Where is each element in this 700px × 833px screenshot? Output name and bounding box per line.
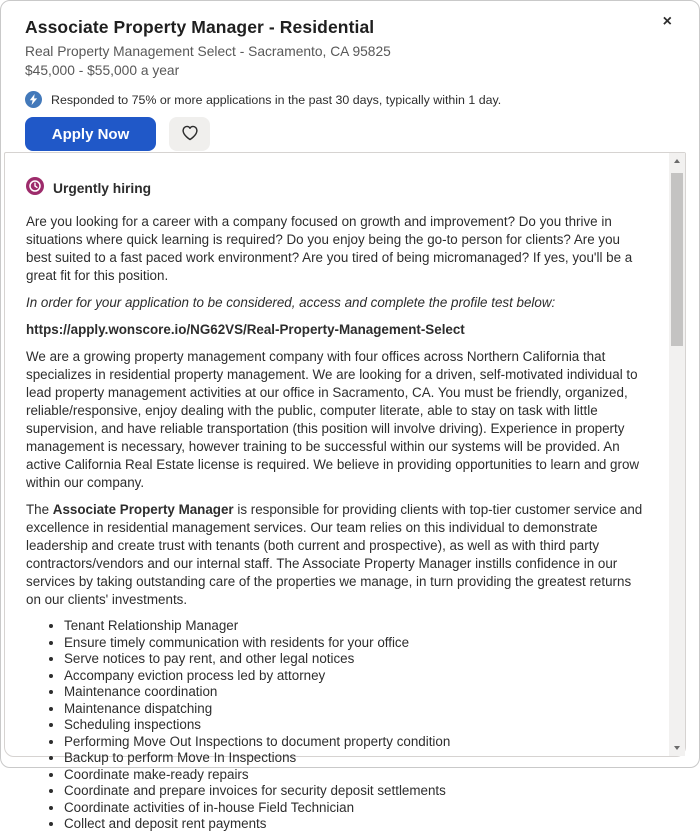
list-item: • Tenant Relationship Manager — [64, 618, 645, 635]
save-job-button[interactable] — [169, 117, 210, 151]
scrollbar-thumb[interactable] — [671, 173, 683, 346]
scroll-down-button[interactable] — [669, 740, 685, 756]
about-company-paragraph: We are a growing property management company with four offices across Northern California that specializes in residential property management. We are looking for a driven, self-motivated individual to lead property management activities at our office in Sacramento, CA. You must be friendly, organized, reliable/responsive, enjoy dealing with the public, computer literate, able to stay on task with little supervision, and have reliable transportation (this position will involve driving). Experience in property management is necessary, however training to be successful within our systems will be provided. An active California Real Estate license is required. We believe in providing opportunities to learn and grow within our company. — [26, 349, 640, 490]
job-header — [1, 1, 699, 151]
urgently-hiring-badge — [26, 177, 645, 200]
apply-now-button[interactable]: Apply Now — [25, 117, 156, 151]
lightning-icon — [25, 91, 42, 108]
responsibilities-list — [26, 618, 645, 833]
urgent-clock-icon — [26, 177, 44, 200]
job-description-content — [5, 153, 669, 831]
responsiveness-badge — [25, 91, 675, 108]
list-item: • Coordinate make-ready repairs — [64, 767, 645, 784]
list-item: • Coordinate and prepare invoices for security deposit settlements — [64, 783, 645, 800]
role-paragraph: The Associate Property Manager is responsible for providing clients with top-tier customer service and excellence in residential management services. Our team relies on this individual to demonstrate leadership and create trust with tenants (both current and prospective), as well as with third party contractors/vendors and our internal staff. The Associate Property Manager instills confidence in our services by taking outstanding care of the properties we manage, in turn providing the greatest returns on our clients' investments. — [26, 502, 643, 607]
list-item: • Performing Move Out Inspections to document property condition — [64, 734, 645, 751]
salary: $45,000 - $55,000 a year — [25, 63, 180, 78]
list-item: • Scheduling inspections — [64, 717, 645, 734]
list-item: • Collect and deposit rent payments — [64, 816, 645, 833]
list-item: • Coordinate activities of in-house Field Technician — [64, 800, 645, 817]
urgently-hiring-label: Urgently hiring — [53, 181, 152, 196]
list-item: • Serve notices to pay rent, and other legal notices — [64, 651, 645, 668]
close-icon: × — [662, 13, 672, 30]
intro-paragraph: Are you looking for a career with a company focused on growth and improvement? Do you thrive in situations where quick learning is required? Do you enjoy being the go-to person for clients? Are you best suited to a fast paced work environment? Are you tired of being micromanaged? If yes, you'll be a great fit for this position. — [26, 214, 633, 283]
company-location: Real Property Management Select - Sacramento, CA 95825 — [25, 44, 391, 59]
job-description-panel — [4, 152, 686, 831]
list-item: • Backup to perform Move In Inspections — [64, 750, 645, 767]
heart-icon — [181, 125, 199, 144]
responsiveness-text: Responded to 75% or more applications in the past 30 days, typically within 1 day. — [51, 92, 502, 107]
chevron-down-icon — [674, 746, 680, 750]
list-item: • Maintenance coordination — [64, 684, 645, 701]
list-item: • Maintenance dispatching — [64, 701, 645, 718]
list-item: • Ensure timely communication with residents for your office — [64, 635, 645, 652]
page-title: Associate Property Manager - Residential — [25, 17, 375, 37]
description-scrollbar[interactable] — [669, 153, 685, 756]
role-title-bold: Associate Property Manager — [52, 502, 234, 517]
profile-test-url: https://apply.wonscore.io/NG62VS/Real-Property-Management-Select — [26, 322, 465, 337]
instruction-paragraph: In order for your application to be considered, access and complete the profile test below: — [26, 295, 556, 310]
list-item: • Accompany eviction process led by attorney — [64, 668, 645, 685]
close-button[interactable] — [663, 14, 672, 30]
scroll-up-button[interactable] — [669, 153, 685, 169]
action-buttons — [25, 117, 675, 151]
chevron-up-icon — [674, 159, 680, 163]
